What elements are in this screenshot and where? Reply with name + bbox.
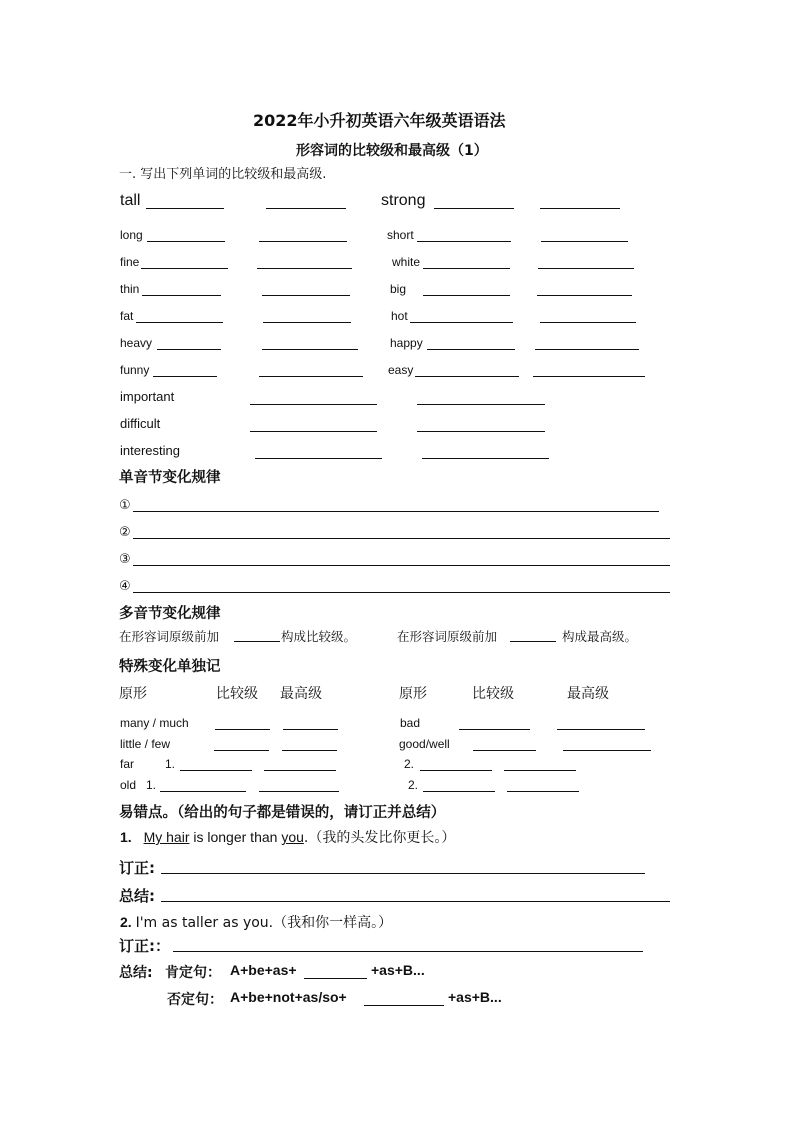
blank-little-comparative[interactable] [214, 750, 269, 751]
header-right-superlative: 最高级 [567, 686, 609, 702]
blank-far-1-comparative[interactable] [180, 770, 252, 771]
blank-old-1-superlative[interactable] [259, 791, 339, 792]
blank-many-comparative[interactable] [215, 729, 270, 730]
summary-label-1: 总结: [119, 887, 155, 905]
summary-line-1[interactable] [161, 901, 670, 902]
blank-white-superlative[interactable] [538, 268, 634, 269]
blank-white-comparative[interactable] [423, 268, 510, 269]
blank-hot-superlative[interactable] [540, 322, 636, 323]
blank-little-superlative[interactable] [282, 750, 337, 751]
blank-far-2-superlative[interactable] [504, 770, 576, 771]
word-old: old [120, 778, 137, 792]
blank-multi-superlative[interactable] [510, 641, 556, 642]
far-num-1: 1. [165, 757, 176, 771]
blank-tall-comparative[interactable] [146, 208, 224, 209]
blank-fine-comparative[interactable] [141, 268, 228, 269]
word-fat: fat [120, 309, 134, 323]
page-title: 2022年小升初英语六年级英语语法 [253, 111, 506, 130]
blank-strong-superlative[interactable] [540, 208, 620, 209]
blank-thin-superlative[interactable] [262, 295, 350, 296]
blank-old-1-comparative[interactable] [160, 791, 246, 792]
blank-difficult-comparative[interactable] [250, 431, 377, 432]
word-difficult: difficult [120, 416, 161, 431]
blank-many-superlative[interactable] [283, 729, 338, 730]
old-num-2: 2. [408, 778, 419, 792]
blank-neg[interactable] [364, 1005, 444, 1006]
blank-tall-superlative[interactable] [266, 208, 346, 209]
old-num-1: 1. [146, 778, 157, 792]
section-errors-heading: 易错点。（给出的句子都是错误的，请订正并总结） [119, 805, 446, 821]
rule-line-4[interactable] [133, 592, 670, 593]
blank-important-comparative[interactable] [250, 404, 377, 405]
multi-rule2-post: 构成最高级。 [562, 629, 638, 644]
blank-funny-comparative[interactable] [153, 376, 217, 377]
word-easy: easy [388, 363, 414, 377]
correction-line-2[interactable] [173, 951, 643, 952]
q1-my-hair: My hair [143, 829, 190, 845]
rule-line-1[interactable] [133, 511, 659, 512]
correction-label-1: 订正: [119, 859, 155, 877]
blank-thin-comparative[interactable] [142, 295, 221, 296]
blank-good-superlative[interactable] [563, 750, 651, 751]
blank-multi-comparative[interactable] [234, 641, 280, 642]
question-1 [120, 827, 455, 847]
summary-label-2: 总结: [119, 965, 153, 981]
instruction-text: 一. 写出下列单词的比较级和最高级. [119, 167, 327, 182]
word-short: short [387, 228, 414, 242]
blank-affirm[interactable] [304, 978, 367, 979]
correction-line-1[interactable] [161, 873, 645, 874]
header-right-comparative: 比较级 [472, 686, 514, 702]
rule-line-3[interactable] [133, 565, 670, 566]
section-special-heading: 特殊变化单独记 [119, 659, 221, 675]
page-subtitle: 形容词的比较级和最高级（1） [296, 143, 488, 159]
header-left-base: 原形 [119, 686, 147, 702]
rule-marker-2: ② [119, 524, 131, 539]
word-tall: tall [120, 192, 141, 209]
neg-label: 否定句： [167, 992, 223, 1008]
blank-old-2-comparative[interactable] [423, 791, 495, 792]
q1-number: 1. [120, 829, 132, 845]
section-single-heading: 单音节变化规律 [119, 470, 221, 486]
blank-far-1-superlative[interactable] [264, 770, 336, 771]
blank-interesting-comparative[interactable] [255, 458, 382, 459]
word-long: long [120, 228, 143, 242]
blank-happy-superlative[interactable] [535, 349, 639, 350]
word-good-well: good/well [399, 737, 450, 751]
rule-marker-1: ① [119, 497, 131, 512]
word-heavy: heavy [120, 336, 153, 350]
word-fine: fine [120, 255, 140, 269]
neg-formula-pre: A+be+not+as/so+ [230, 989, 347, 1005]
word-funny: funny [120, 363, 150, 377]
blank-fat-comparative[interactable] [136, 322, 223, 323]
blank-long-comparative[interactable] [147, 241, 225, 242]
blank-fine-superlative[interactable] [257, 268, 352, 269]
blank-funny-superlative[interactable] [259, 376, 363, 377]
rule-marker-4: ④ [119, 578, 131, 593]
blank-easy-superlative[interactable] [533, 376, 645, 377]
header-left-superlative: 最高级 [280, 686, 322, 702]
word-big: big [390, 282, 407, 296]
q1-middle: is longer than [189, 829, 282, 845]
blank-bad-comparative[interactable] [459, 729, 530, 730]
question-2 [120, 912, 392, 932]
word-white: white [392, 255, 421, 269]
blank-long-superlative[interactable] [259, 241, 347, 242]
blank-heavy-superlative[interactable] [262, 349, 358, 350]
blank-big-superlative[interactable] [537, 295, 632, 296]
header-right-base: 原形 [399, 686, 427, 702]
rule-marker-3: ③ [119, 551, 131, 566]
blank-far-2-comparative[interactable] [420, 770, 492, 771]
q1-tail: .（我的头发比你更长。） [303, 830, 456, 846]
blank-old-2-superlative[interactable] [507, 791, 579, 792]
blank-important-superlative[interactable] [417, 404, 545, 405]
multi-rule2-pre: 在形容词原级前加 [397, 629, 498, 644]
word-many-much: many / much [120, 716, 189, 730]
blank-happy-comparative[interactable] [427, 349, 515, 350]
q2-number: 2. [120, 914, 132, 930]
blank-difficult-superlative[interactable] [417, 431, 545, 432]
q1-you: you [281, 829, 304, 845]
q2-text: I'm as taller as you.（我和你一样高。） [135, 915, 393, 931]
multi-rule1-pre: 在形容词原级前加 [119, 629, 220, 644]
affirm-formula-pre: A+be+as+ [230, 962, 297, 978]
word-strong: strong [381, 192, 426, 209]
blank-heavy-comparative[interactable] [157, 349, 221, 350]
word-important: important [120, 389, 175, 404]
word-hot: hot [391, 309, 408, 323]
affirm-label: 肯定句： [165, 965, 221, 981]
blank-big-comparative[interactable] [423, 295, 510, 296]
blank-easy-comparative[interactable] [415, 376, 519, 377]
blank-interesting-superlative[interactable] [422, 458, 549, 459]
blank-hot-comparative[interactable] [410, 322, 513, 323]
multi-rule1-post: 构成比较级。 [281, 629, 357, 644]
blank-bad-superlative[interactable] [557, 729, 645, 730]
word-bad: bad [400, 716, 421, 730]
blank-short-superlative[interactable] [541, 241, 628, 242]
word-little-few: little / few [120, 737, 171, 751]
neg-formula-post: +as+B... [448, 989, 502, 1005]
word-far: far [120, 757, 135, 771]
blank-good-comparative[interactable] [473, 750, 536, 751]
word-happy: happy [390, 336, 423, 350]
header-left-comparative: 比较级 [216, 686, 258, 702]
rule-line-2[interactable] [133, 538, 670, 539]
word-interesting: interesting [120, 443, 180, 458]
correction-label-2: 订正:： [119, 937, 170, 955]
blank-strong-comparative[interactable] [434, 208, 514, 209]
affirm-formula-post: +as+B... [371, 962, 425, 978]
word-thin: thin [120, 282, 140, 296]
section-multi-heading: 多音节变化规律 [119, 606, 221, 622]
far-num-2: 2. [404, 757, 415, 771]
blank-short-comparative[interactable] [417, 241, 511, 242]
blank-fat-superlative[interactable] [263, 322, 351, 323]
